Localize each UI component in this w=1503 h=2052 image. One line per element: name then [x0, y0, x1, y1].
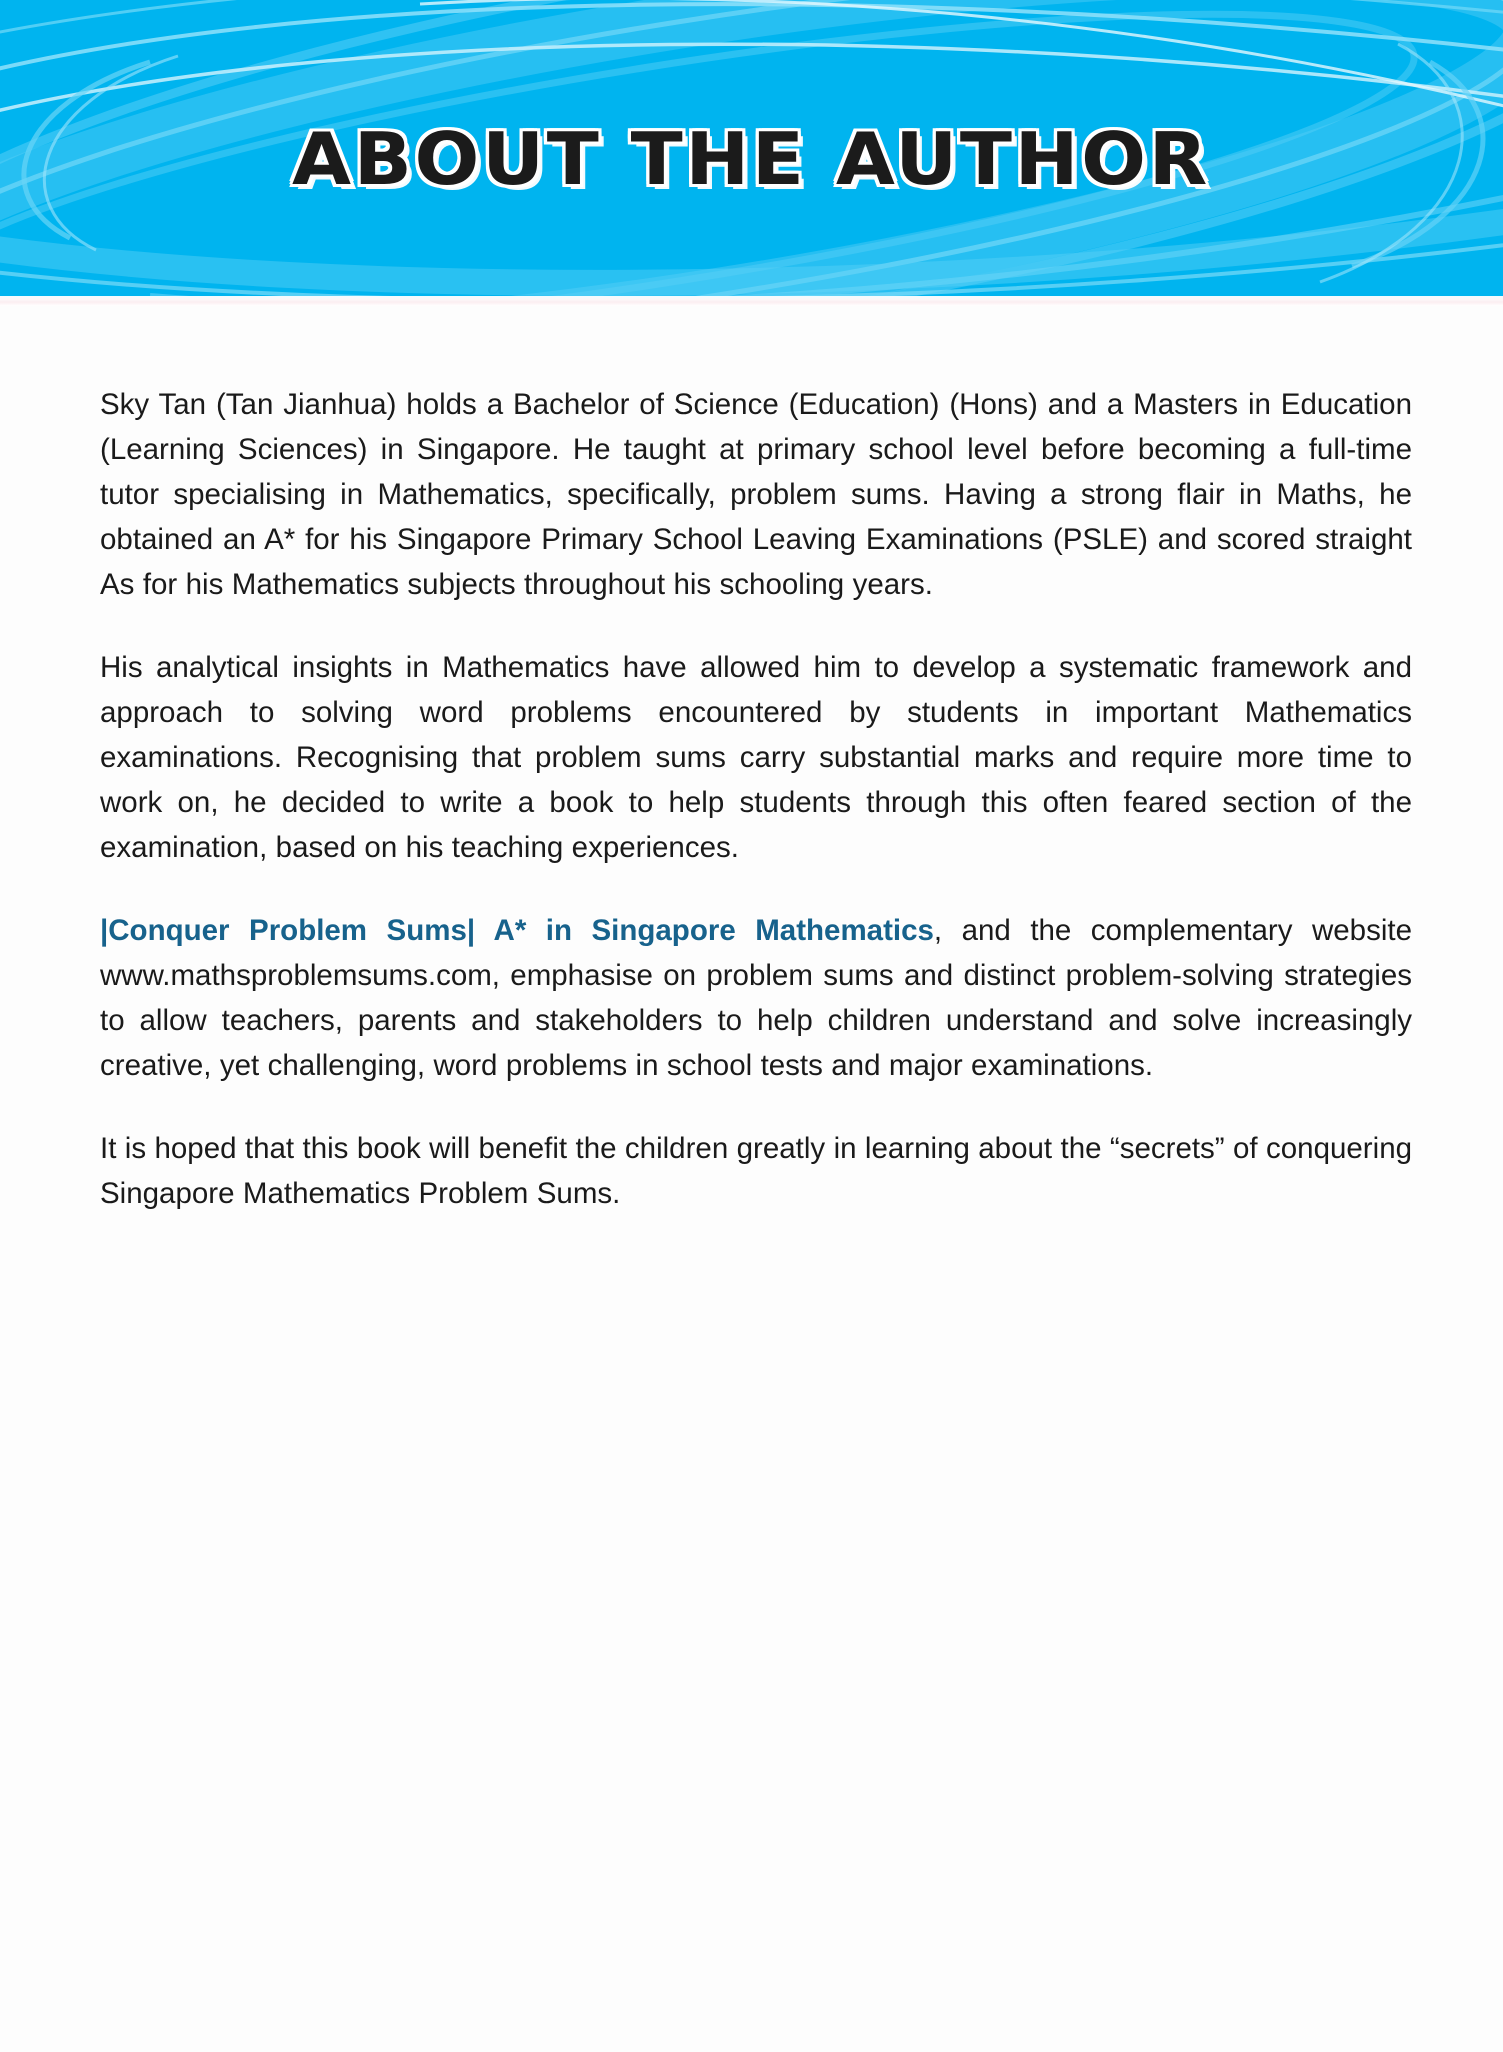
page-title-wrapper [0, 0, 1503, 296]
paragraph-book [100, 908, 1412, 1088]
paragraph-insights: His analytical insights in Mathematics have allowed him to develop a systematic framework and approach to solving word problems encountered by students in important Mathematics examinations. Recognising that problem sums carry substantial marks and require more time to work on, he decided to write a book to help students through this often feared section of the examination, based on his teaching experiences. [100, 651, 1412, 864]
author-biography-content [100, 382, 1412, 1216]
banner-bottom-rule [0, 296, 1503, 306]
paragraph-bio: Sky Tan (Tan Jianhua) holds a Bachelor of Science (Education) (Hons) and a Masters in Education (Learning Sciences) in Singapore. He taught at primary school level before becoming a full-time tutor specialising in Mathematics, specifically, problem sums. Having a strong flair in Maths, he obtained an A* for his Singapore Primary School Leaving Examinations (PSLE) and scored straight As for his Mathematics subjects throughout his schooling years. [100, 388, 1412, 601]
book-title-highlight: |Conquer Problem Sums| A* in Singapore Mathematics [100, 914, 934, 947]
paragraph-hope: It is hoped that this book will benefit the children greatly in learning about the “secrets” of conquering Singapore Mathematics Problem Sums. [100, 1132, 1413, 1210]
page-header-banner [0, 0, 1503, 296]
page-title: ABOUT THE AUTHOR [292, 117, 1211, 201]
paragraph-book-remainder: , and the complementary website www.mathsproblemsums.com, emphasise on problem sums and distinct problem-solving strategies to allow teachers, parents and stakeholders to help children understand and solve increasingly creative, yet challenging, word problems in school tests and major examinations. [100, 914, 1412, 1082]
